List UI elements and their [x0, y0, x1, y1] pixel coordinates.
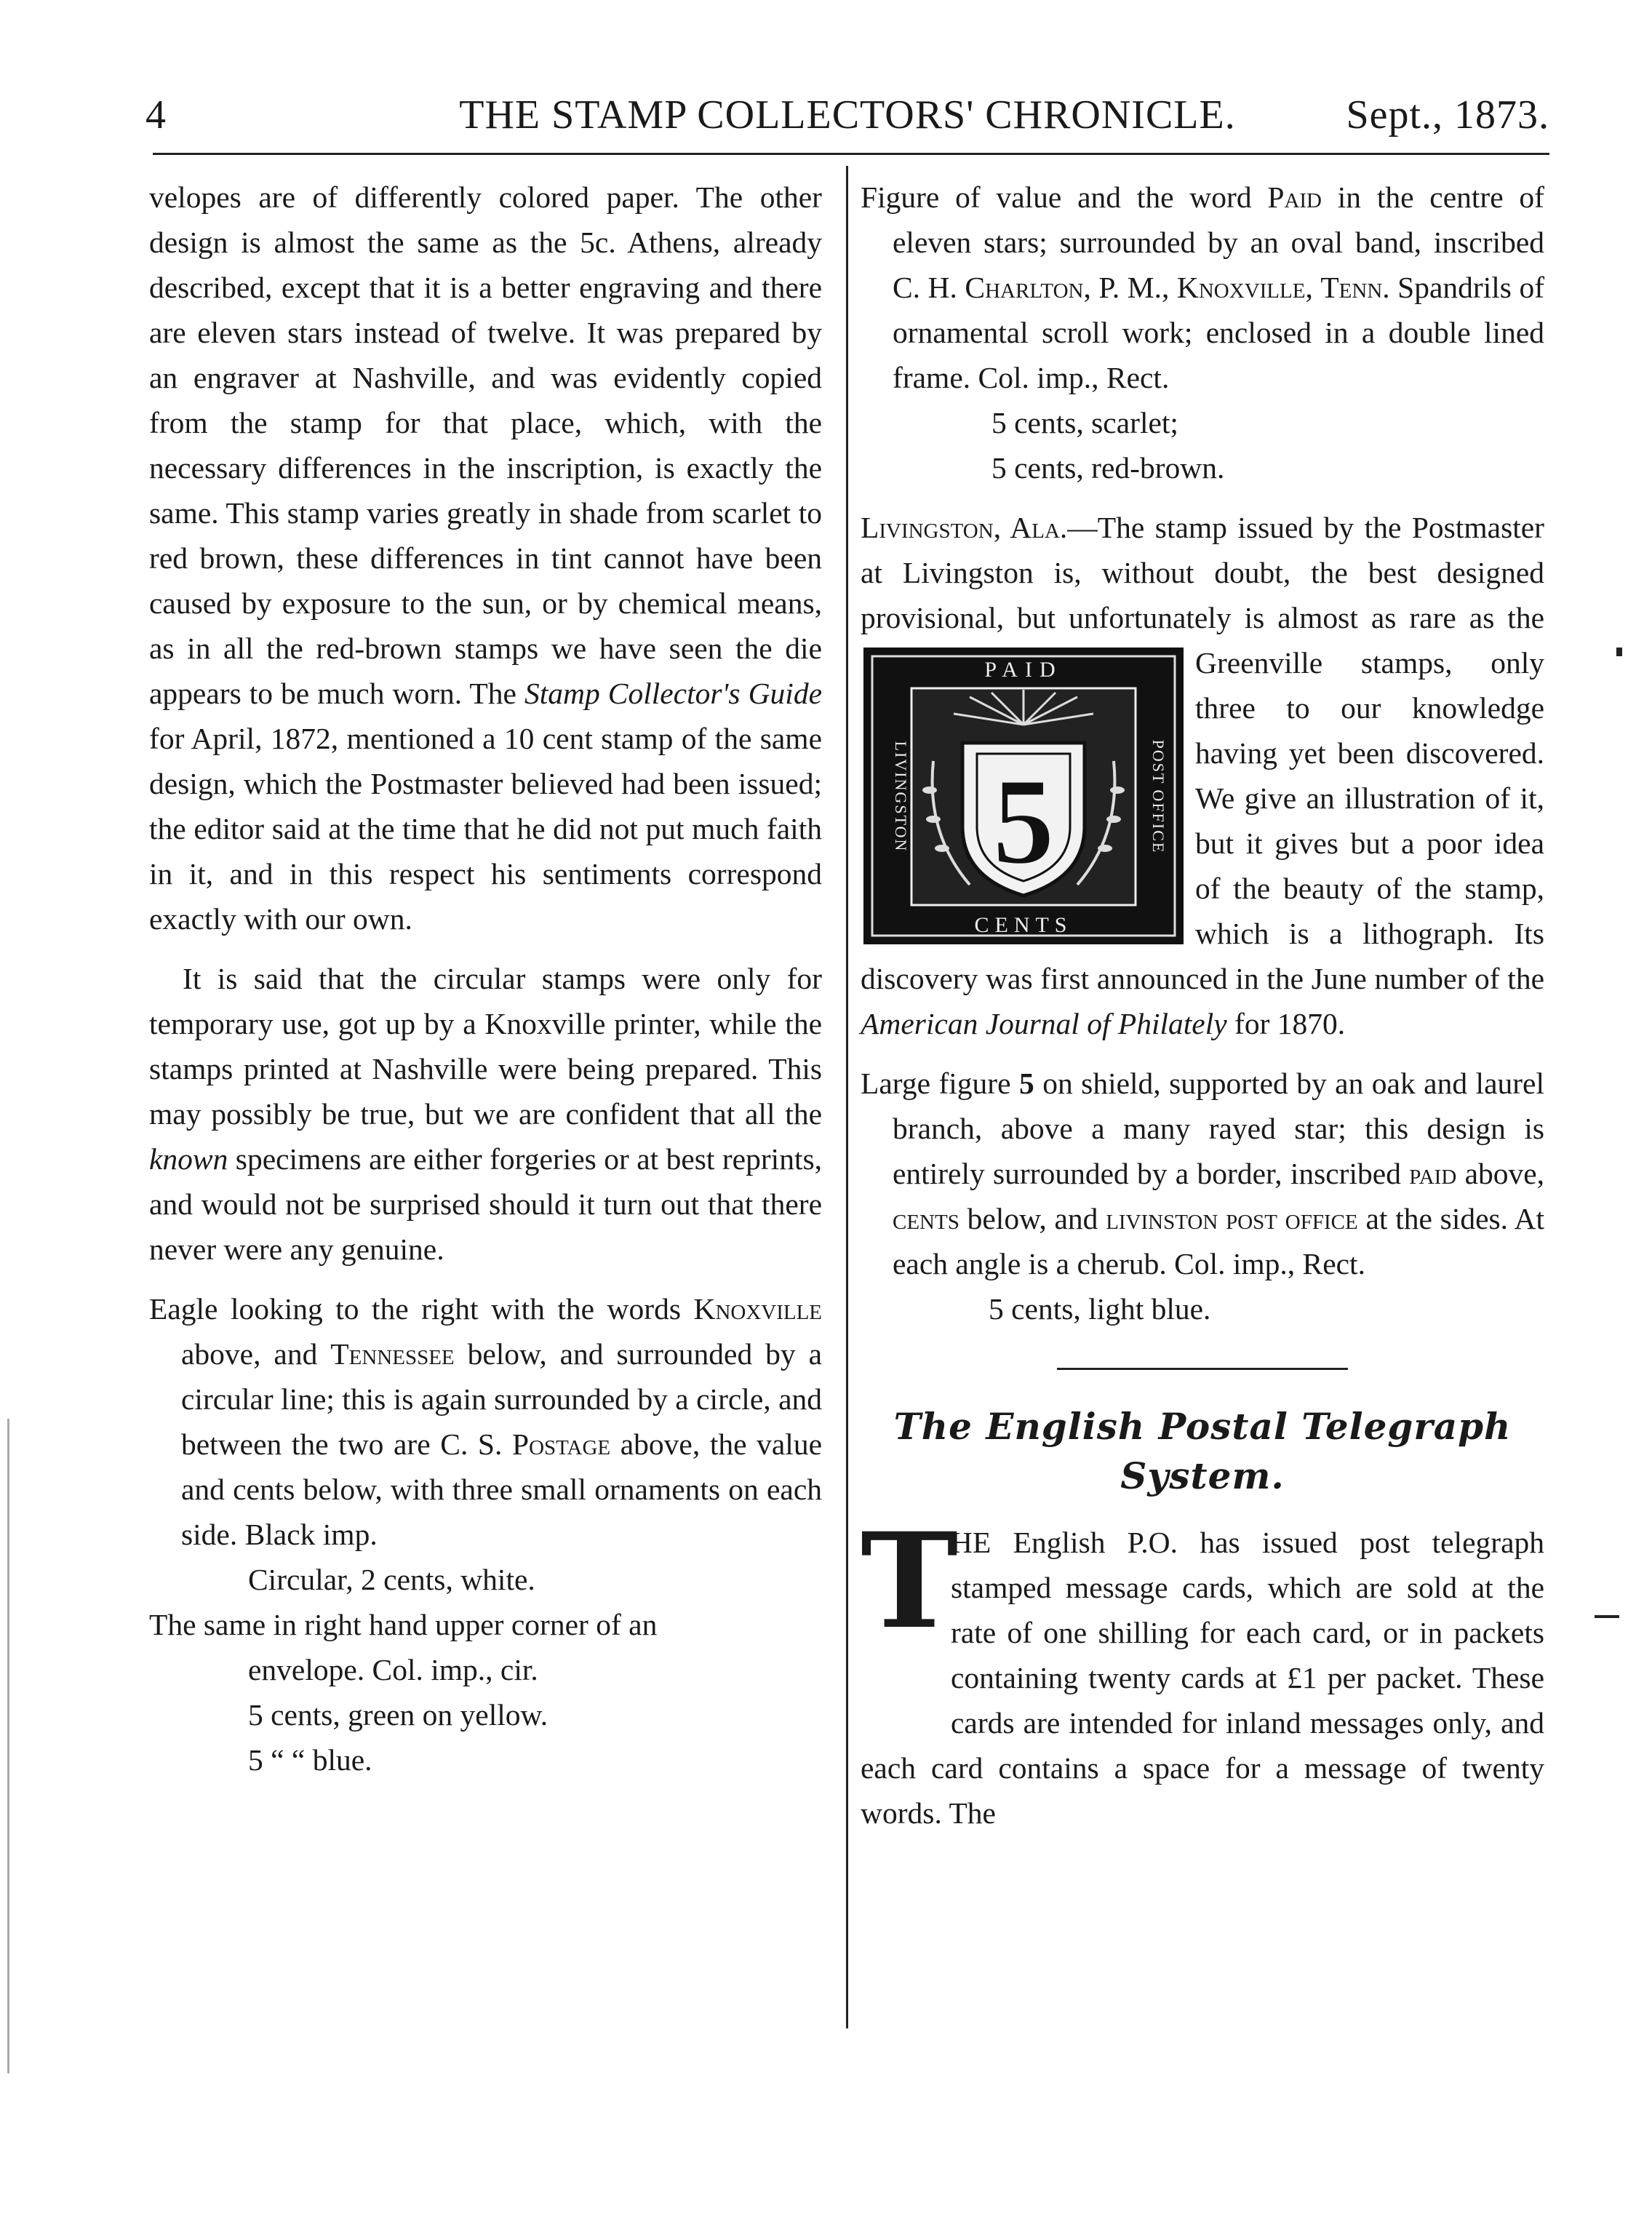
scan-mark	[1616, 648, 1622, 656]
left-column	[149, 175, 822, 1782]
page-number: 4	[145, 92, 167, 138]
stamp-left-text: LIVINGSTON	[892, 741, 910, 853]
drop-cap: T	[861, 1505, 958, 1658]
livingston-stamp-image	[861, 645, 1188, 949]
stamp-top-text: PAID	[984, 658, 1063, 682]
place-livingston: Livingston, Ala.	[861, 511, 1068, 544]
paragraph-circular-stamps: It is said that the circular stamps were only for temporary use, got up by a Knoxville printer, while the stamps printed at Nashville were being prepared. This may possibly be true, but we are confident that all the known specimens are either forgeries or at best reprints, and would not be surprised should it turn out that there never were any genuine.	[149, 962, 823, 1266]
stamp-bottom-text: CENTS	[974, 913, 1073, 937]
running-header	[145, 86, 1549, 144]
scan-mark	[1595, 1615, 1619, 1618]
stamp-right-text: POST OFFICE	[1149, 739, 1168, 854]
italic-journal-title: American Journal of Philately	[861, 1007, 1227, 1040]
scan-edge	[7, 1419, 9, 2073]
description-livingston-stamp: Large figure 5 on shield, supported by an oak and laurel branch, above a many rayed star; this design is entirely surrounded by a border, inscribed paid above, cents below, and livinston post office at the sides. At each angle is a cherub. Col. imp., Rect.	[861, 1067, 1545, 1280]
section-title: The English Postal Telegraph System.	[893, 1405, 1512, 1497]
variety-light-blue: 5 cents, light blue.	[989, 1292, 1211, 1326]
envelope-imp: envelope. Col. imp., cir.	[248, 1653, 538, 1686]
variety-red-brown: 5 cents, red-brown.	[991, 451, 1225, 485]
variety-circular: Circular, 2 cents, white.	[248, 1563, 535, 1596]
description-envelope: The same in right hand upper corner of an	[149, 1608, 658, 1641]
paragraph-telegraph: T HE English P.O. has issued post telegraph stamped message cards, which are sold at the rate of one shilling for each card, or in packets containing twenty cards at £1 per packet. These cards are intended for inland messages only, and each card contains a space for a message of twenty words. The	[861, 1505, 1544, 1830]
stamp-numeral: 5	[992, 753, 1055, 890]
variety-scarlet: 5 cents, scarlet;	[991, 406, 1178, 439]
variety-blue: 5 “ “ blue.	[248, 1743, 372, 1777]
variety-green: 5 cents, green on yellow.	[248, 1698, 548, 1732]
section-rule	[1057, 1368, 1348, 1370]
column-separator	[846, 166, 848, 2028]
journal-title: THE STAMP COLLECTORS' CHRONICLE.	[459, 92, 1236, 138]
header-rule	[153, 153, 1549, 155]
description-eagle: Eagle looking to the right with the words Knoxville above, and Tennessee below, and surrounded by a circular line; this is again surrounded by a circle, and between the two are C. S. Postage above, the value and cents below, with three small ornaments on each side. Black imp.	[149, 1292, 823, 1551]
description-knoxville-stamp: Figure of value and the word Paid in the centre of eleven stars; surrounded by an oval band, inscribed C. H. Charlton, P. M., Knoxville, Tenn. Spandrils of ornamental scroll work; enclosed in a double lined frame. Col. imp., Rect.	[861, 180, 1545, 394]
italic-known: known	[149, 1142, 228, 1176]
paragraph-livingston: Livingston, Ala.—The stamp issued by the Postmaster at Livingston is, without doubt, the best designed provisional, but unfortunately is almost as rare as the Greenville stamps, only three to our knowledge having yet been discovered. We give an illustration of it, but it gives but a poor idea of the beauty of the stamp, which is a lithograph. Its discovery was first announced in the June number of the American Journal of Philately for 1870.	[861, 511, 1544, 1040]
issue-date: Sept., 1873.	[1346, 92, 1549, 138]
paragraph-knoxville-continued: velopes are of differently colored paper. The other design is almost the same as the 5c. Athens, already described, except that it is a better engraving and there are eleven stars instead of twelve. It was prepared by an engraver at Nashville, and was evidently copied from the stamp for that place, which, with the necessary differences in the inscription, is exactly the same. This stamp varies greatly in shade from scarlet to red brown, these differences in tint cannot have been caused by exposure to the sun, or by chemical means, as in all the red-brown stamps we have seen the die appears to be much worn. The Stamp Collector's Guide for April, 1872, mentioned a 10 cent stamp of the same design, which the Postmaster believed had been issued; the editor said at the time that he did not put much faith in it, and in this respect his sentiments correspond exactly with our own.	[149, 180, 822, 936]
italic-guide-title: Stamp Collector's Guide	[524, 677, 822, 710]
stamp-illustration	[861, 645, 1188, 949]
right-column	[861, 175, 1544, 1850]
